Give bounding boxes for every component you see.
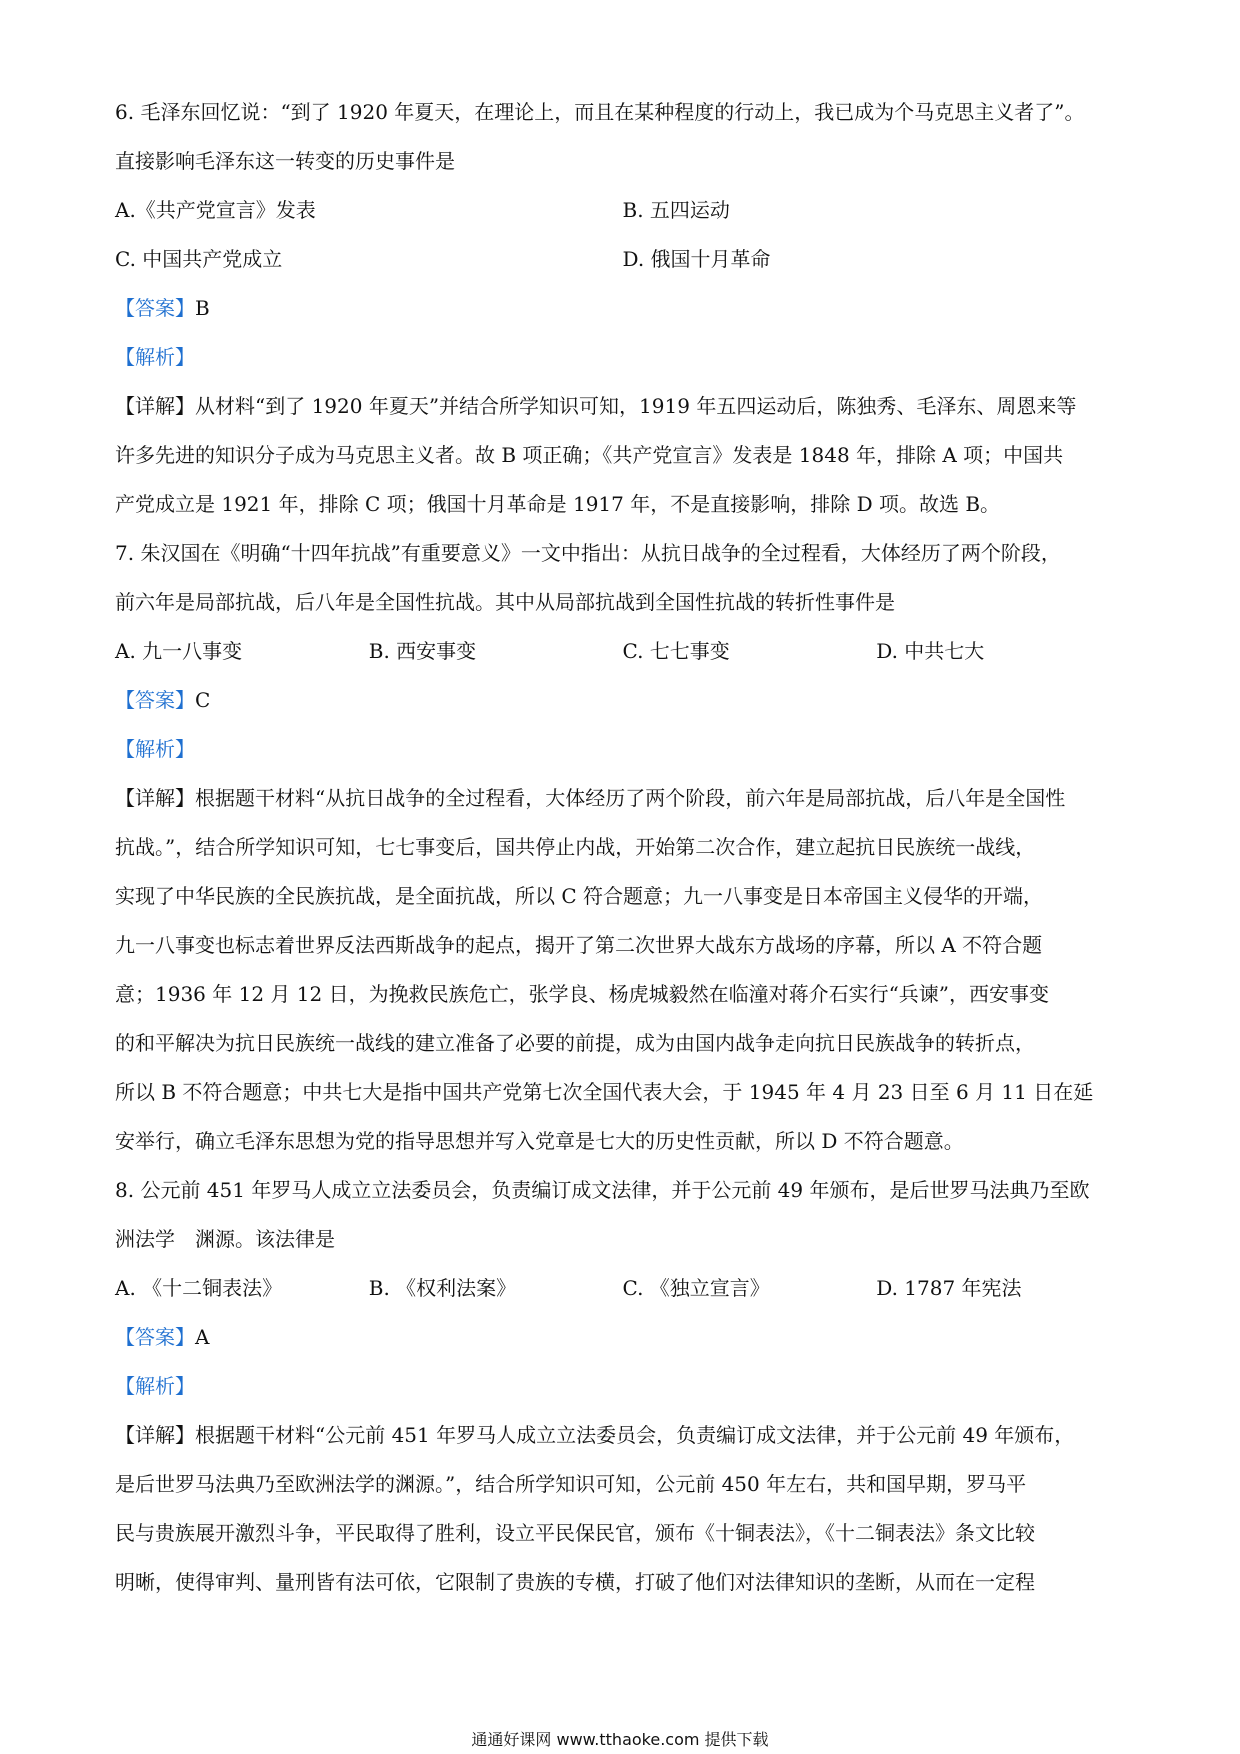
detail-text: 民与贵族展开激烈斗争，平民取得了胜利，设立平民保民官，颁布《十铜表法》，《十二铜表法》条文比较 — [115, 1521, 1035, 1545]
question-stem: 6. 毛泽东回忆说：“到了 1920 年夏天，在理论上，而且在某种程度的行动上，我已成为个马克思主义者了”。 — [115, 100, 1085, 124]
detail-text: 抗战。”，结合所学知识可知，七七事变后，国共停止内战，开始第二次合作，建立起抗日民族统一战线， — [115, 835, 1036, 859]
detail-text: 是后世罗马法典乃至欧洲法学的渊源。”，结合所学知识可知，公元前 450 年左右，共和国早期，罗马平 — [115, 1472, 1027, 1496]
option-b: B. 五四运动 — [622, 198, 730, 222]
option-a: A. 九一八事变 — [115, 639, 243, 663]
detail-tag: 【详解】 — [115, 786, 195, 810]
answer-options — [115, 639, 1130, 663]
document-page — [115, 100, 1130, 1619]
option-d: D. 1787 年宪法 — [876, 1276, 1022, 1300]
answer-value: A — [195, 1325, 210, 1349]
option-b: B. 西安事变 — [368, 639, 477, 663]
answer-options — [115, 1276, 1130, 1300]
analysis-line — [115, 737, 1130, 761]
option-c: C. 《独立宣言》 — [622, 1276, 770, 1300]
detail-text: 九一八事变也标志着世界反法西斯战争的起点，揭开了第二次世界大战东方战场的序幕，所以 A 不符合题 — [115, 933, 1043, 957]
detail-text: 所以 B 不符合题意；中共七大是指中国共产党第七次全国代表大会，于 1945 年 4 月 23 日至 6 月 11 日在延 — [115, 1080, 1094, 1104]
question-stem: 直接影响毛泽东这一转变的历史事件是 — [115, 149, 455, 173]
detail-text: 许多先进的知识分子成为马克思主义者。故 B 项正确；《共产党宣言》发表是 1848 年，排除 A 项；中国共 — [115, 443, 1064, 467]
detail-text: 的和平解决为抗日民族统一战线的建立准备了必要的前提，成为由国内战争走向抗日民族战争的转折点， — [115, 1031, 1035, 1055]
detail-tag: 【详解】 — [115, 1423, 195, 1447]
question-stem: 前六年是局部抗战，后八年是全国性抗战。其中从局部抗战到全国性抗战的转折性事件是 — [115, 590, 895, 614]
option-d: D. 俄国十月革命 — [622, 247, 771, 271]
answer-tag: 【答案】 — [115, 1325, 195, 1349]
answer-value: C — [195, 688, 211, 712]
detail-text: 意；1936 年 12 月 12 日，为挽救民族危亡，张学良、杨虎城毅然在临潼对蒋介石实行“兵谏”，西安事变 — [115, 982, 1050, 1006]
option-c: C. 七七事变 — [622, 639, 730, 663]
option-d: D. 中共七大 — [876, 639, 985, 663]
answer-line — [115, 1325, 1130, 1349]
detail-tag: 【详解】 — [115, 394, 195, 418]
option-a: A. 《十二铜表法》 — [115, 1276, 283, 1300]
analysis-line — [115, 1374, 1130, 1398]
answer-value: B — [195, 296, 210, 320]
option-a: A.《共产党宣言》发表 — [115, 198, 316, 222]
analysis-tag: 【解析】 — [115, 345, 195, 369]
answer-line — [115, 688, 1130, 712]
detail-text: 产党成立是 1921 年，排除 C 项；俄国十月革命是 1917 年，不是直接影响，排除 D 项。故选 B。 — [115, 492, 1001, 516]
detail-line — [115, 394, 1130, 418]
question-stem: 7. 朱汉国在《明确“十四年抗战”有重要意义》一文中指出：从抗日战争的全过程看，大体经历了两个阶段， — [115, 541, 1061, 565]
detail-text: 安举行，确立毛泽东思想为党的指导思想并写入党章是七大的历史性贡献，所以 D 不符合题意。 — [115, 1129, 964, 1153]
detail-text: 明晰，使得审判、量刑皆有法可依，它限制了贵族的专横，打破了他们对法律知识的垄断，从而在一定程 — [115, 1570, 1035, 1594]
answer-tag: 【答案】 — [115, 296, 195, 320]
option-b: B. 《权利法案》 — [368, 1276, 517, 1300]
analysis-line — [115, 345, 1130, 369]
detail-line — [115, 1423, 1130, 1447]
answer-line — [115, 296, 1130, 320]
page-footer: 通通好课网 www.tthaoke.com 提供下载 — [471, 1730, 769, 1749]
question-stem: 洲法学 渊源。该法律是 — [115, 1227, 335, 1251]
detail-text: 根据题干材料“公元前 451 年罗马人成立立法委员会，负责编订成文法律，并于公元前 49 年颁布， — [195, 1423, 1075, 1447]
detail-text: 实现了中华民族的全民族抗战，是全面抗战，所以 C 符合题意；九一八事变是日本帝国主义侵华的开端， — [115, 884, 1044, 908]
answer-options — [115, 247, 1130, 271]
detail-line — [115, 786, 1130, 810]
question-stem: 8. 公元前 451 年罗马人成立立法委员会，负责编订成文法律，并于公元前 49 年颁布，是后世罗马法典乃至欧 — [115, 1178, 1090, 1202]
detail-text: 从材料“到了 1920 年夏天”并结合所学知识可知，1919 年五四运动后，陈独秀、毛泽东、周恩来等 — [195, 394, 1077, 418]
option-c: C. 中国共产党成立 — [115, 247, 283, 271]
analysis-tag: 【解析】 — [115, 1374, 195, 1398]
analysis-tag: 【解析】 — [115, 737, 195, 761]
answer-options — [115, 198, 1130, 222]
detail-text: 根据题干材料“从抗日战争的全过程看，大体经历了两个阶段，前六年是局部抗战，后八年是全国性 — [195, 786, 1066, 810]
answer-tag: 【答案】 — [115, 688, 195, 712]
